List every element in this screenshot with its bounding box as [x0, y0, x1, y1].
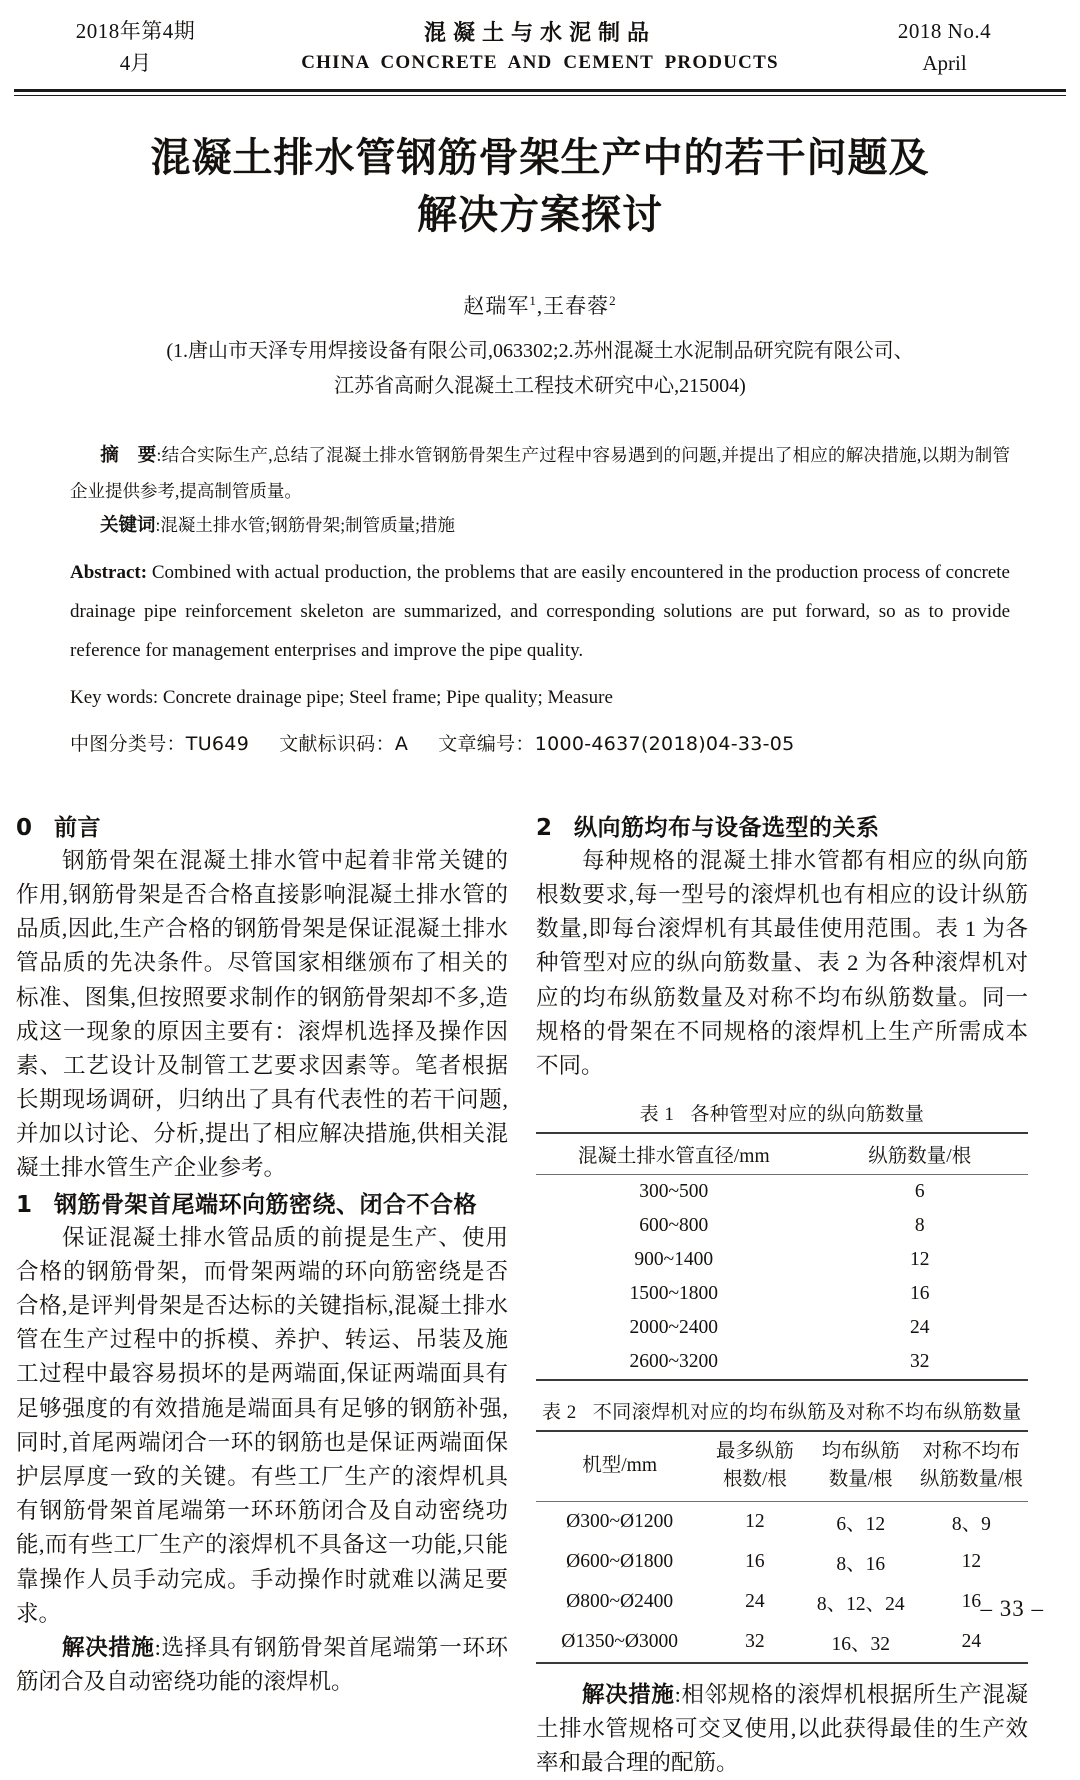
- table-1-cell-count: 6: [914, 1181, 925, 1203]
- abstract-cn: [70, 438, 1010, 508]
- running-head: [0, 0, 1080, 79]
- running-head-right: [827, 16, 1062, 79]
- section-1-number: 1: [16, 1191, 33, 1218]
- section-1-solution: [16, 1631, 508, 1699]
- table-row: [536, 1501, 1028, 1542]
- table-1-cell-count: 12: [910, 1249, 930, 1271]
- journal-title-en: CHINA CONCRETE AND CEMENT PRODUCTS: [301, 52, 779, 73]
- keywords-en-label: Key words:: [70, 686, 159, 708]
- table-1-cell-diameter: 2000~2400: [629, 1317, 719, 1339]
- keywords-cn-text: :混凝土排水管;钢筋骨架;制管质量;措施: [155, 514, 455, 535]
- abstract-block: [70, 438, 1010, 763]
- section-heading-0: [16, 809, 508, 842]
- table-1-caption: [536, 1099, 1028, 1126]
- table-2-header-symmetric-line2: 纵筋数量/根: [919, 1469, 1023, 1491]
- section-0-number: 0: [16, 814, 33, 841]
- author-list: [0, 290, 1080, 320]
- keywords-cn-label: 关键词: [100, 515, 156, 536]
- article-title: [95, 130, 985, 244]
- section-2-solution-text: :相邻规格的滚焊机根据所生产混凝土排水管规格可交叉使用,以此获得最佳的生产效率和最合理的配筋。: [536, 1681, 1028, 1775]
- left-column: [16, 809, 508, 1780]
- table-2-cell-uniform: 6、12: [836, 1513, 886, 1535]
- abstract-en-label: Abstract:: [70, 561, 148, 583]
- table-2-caption-text: 不同滚焊机对应的均布纵筋及对称不均布纵筋数量: [592, 1402, 1022, 1424]
- clc-number: 中图分类号：TU649: [70, 732, 250, 755]
- author-1-affil-marker: 1: [529, 292, 537, 308]
- table-2-header-uniform-line1: 均布纵筋: [821, 1441, 900, 1463]
- table-1-cell-diameter: 1500~1800: [629, 1283, 719, 1305]
- header-rule-thin: [14, 95, 1066, 96]
- table-2-cell-max: 16: [745, 1550, 765, 1572]
- running-head-left: [18, 16, 253, 79]
- table-2-cell-uniform: 16、32: [831, 1633, 890, 1655]
- table-2-header-model: [536, 1431, 703, 1501]
- header-rule: [14, 89, 1066, 96]
- table-1-body: [536, 1175, 1028, 1381]
- article-title-line2: 解决方案探讨: [417, 191, 663, 238]
- abstract-en: [70, 554, 1010, 671]
- table-row: [536, 1582, 1028, 1622]
- section-1-solution-text: :选择具有钢筋骨架首尾端第一环环筋闭合及自动密绕功能的滚焊机。: [16, 1634, 508, 1695]
- table-1-cell-count: 24: [910, 1317, 930, 1339]
- issue-date-en: 2018 No.4: [897, 19, 992, 43]
- page-number: – 33 –: [980, 1596, 1044, 1621]
- table-1-caption-number: 表 1: [639, 1104, 675, 1126]
- issue-month-en: April: [922, 50, 967, 75]
- table-1-cell-diameter: 900~1400: [634, 1249, 714, 1271]
- affiliation-line-1: (1.唐山市天泽专用焊接设备有限公司,063302;2.苏州混凝土水泥制品研究院有限公司、: [166, 339, 914, 362]
- classification-line: [70, 726, 1010, 763]
- affiliation-line-2: 江苏省高耐久混凝土工程技术研究中心,215004): [334, 374, 746, 397]
- article-id: 文章编号：1000-4637(2018)04-33-05: [438, 732, 795, 755]
- table-2-cell-model: Ø600~Ø1800: [566, 1550, 674, 1572]
- table-2-caption: [536, 1397, 1028, 1424]
- table-2-cell-symmetric: 8、9: [951, 1513, 991, 1535]
- section-1-paragraph: 保证混凝土排水管品质的前提是生产、使用合格的钢筋骨架，而骨架两端的环向筋密绕是否合格,是评判骨架是否达标的关键指标,混凝土排水管在生产过程中的拆模、养护、转运、吊装及施工过程中最容易损坏的是两端面,保证两端面具有足够强度的有效措施是端面具有足够的钢筋补强,同时,首尾两端闭合一环的钢筋也是保证两端面保护层厚度一致的关键。有些工厂生产的滚焊机具有钢筋骨架首尾端第一环环筋闭合及自动密绕功能,而有些工厂生产的滚焊机不具备这一功能,只能靠操作人员手动完成。手动操作时就难以满足要求。: [16, 1224, 508, 1626]
- section-2-title: 纵向筋均布与设备选型的关系: [574, 814, 880, 841]
- header-rule-thick: [14, 89, 1066, 92]
- table-2-header-max-bars-line2: 根数/根: [722, 1469, 787, 1491]
- body-columns: [16, 809, 1064, 1780]
- table-2-cell-symmetric: 12: [961, 1550, 982, 1572]
- section-heading-1: [16, 1186, 508, 1219]
- table-row: [536, 1277, 1028, 1311]
- table-2-header-uniform-line2: 数量/根: [828, 1469, 893, 1491]
- table-1-header-row: [536, 1133, 1028, 1175]
- table-row: [536, 1345, 1028, 1380]
- table-1-caption-text: 各种管型对应的纵向筋数量: [690, 1104, 925, 1126]
- table-2-cell-model: Ø1350~Ø3000: [561, 1630, 678, 1652]
- table-row: [536, 1622, 1028, 1663]
- table-2-cell-symmetric: 16: [961, 1590, 982, 1612]
- table-2-header-max-bars: [703, 1431, 806, 1501]
- section-2-solution: [536, 1678, 1028, 1780]
- keywords-en-text: Concrete drainage pipe; Steel frame; Pipe quality; Measure: [158, 686, 613, 708]
- table-2-cell-max: 32: [745, 1630, 765, 1652]
- table-row: [536, 1542, 1028, 1582]
- table-2-cell-max: 24: [745, 1590, 765, 1612]
- table-1-cell-count: 16: [910, 1283, 930, 1305]
- table-row: [536, 1209, 1028, 1243]
- author-2-affil-marker: 2: [609, 292, 617, 308]
- table-2-header-row: [536, 1431, 1028, 1501]
- table-row: [536, 1175, 1028, 1210]
- table-1-cell-diameter: 600~800: [639, 1215, 709, 1237]
- table-2-cell-model: Ø300~Ø1200: [566, 1510, 674, 1532]
- document-code: 文献标识码：A: [279, 732, 409, 755]
- section-0-title: 前言: [54, 814, 101, 841]
- table-1-cell-count: 32: [910, 1351, 930, 1373]
- table-2-header-model-line1: 机型/mm: [582, 1455, 658, 1477]
- section-0-paragraph: 钢筋骨架在混凝土排水管中起着非常关键的作用,钢筋骨架是否合格直接影响混凝土排水管的品质,因此,生产合格的钢筋骨架是保证混凝土排水管品质的先决条件。尽管国家相继颁布了相关的标准、图集,但按照要求制作的钢筋骨架却不多,造成这一现象的原因主要有：滚焊机选择及操作因素、工艺设计及制管工艺要求因素等。笔者根据长期现场调研，归纳出了具有代表性的若干问题,并加以讨论、分析,提出了相应解决措施,供相关混凝土排水管生产企业参考。: [16, 847, 508, 1181]
- section-1-solution-label: 解决措施: [62, 1634, 155, 1661]
- table-2-cell-max: 12: [745, 1510, 765, 1532]
- table-2-caption-number: 表 2: [542, 1402, 577, 1424]
- keywords-cn: [70, 508, 1010, 544]
- author-1: 赵瑞军: [463, 293, 530, 318]
- abstract-cn-text: :结合实际生产,总结了混凝土排水管钢筋骨架生产过程中容易遇到的问题,并提出了相应的解决措施,以期为制管企业提供参考,提高制管质量。: [70, 444, 1010, 501]
- abstract-en-text: Combined with actual production, the problems that are easily encountered in the production process of concrete drainage pipe reinforcement skeleton are summarized, and corresponding solutions are put forward, so as to provide reference for management enterprises and improve the pipe quality.: [70, 561, 1010, 661]
- issue-date-cn: 2018年第4期: [75, 19, 196, 43]
- right-column: [536, 809, 1028, 1780]
- table-2-header-uniform: [807, 1431, 915, 1501]
- section-2-number: 2: [536, 814, 553, 841]
- section-2-solution-label: 解决措施: [582, 1681, 675, 1708]
- table-2-cell-symmetric: 24: [961, 1630, 982, 1652]
- table-1: [536, 1132, 1028, 1381]
- issue-month-cn: 4月: [119, 50, 152, 75]
- table-1-header-count: 纵筋数量/根: [812, 1133, 1028, 1175]
- section-1-title: 钢筋骨架首尾端环向筋密绕、闭合不合格: [54, 1191, 477, 1218]
- table-2-cell-model: Ø800~Ø2400: [566, 1590, 674, 1612]
- abstract-cn-label: 摘 要: [100, 445, 157, 466]
- table-2: [536, 1430, 1028, 1664]
- table-1-header-diameter: 混凝土排水管直径/mm: [536, 1133, 812, 1175]
- journal-title-cn: 混凝土与水泥制品: [423, 20, 656, 45]
- table-2-cell-uniform: 8、16: [836, 1553, 886, 1575]
- table-2-header-max-bars-line1: 最多纵筋: [715, 1441, 794, 1463]
- article-title-line1: 混凝土排水管钢筋骨架生产中的若干问题及: [150, 135, 930, 181]
- table-row: [536, 1243, 1028, 1277]
- table-row: [536, 1311, 1028, 1345]
- keywords-en: [70, 679, 1010, 716]
- running-head-center: [253, 16, 827, 78]
- table-1-cell-diameter: 300~500: [639, 1181, 709, 1203]
- section-heading-2: [536, 809, 1028, 842]
- table-2-cell-uniform: 8、12、24: [816, 1593, 905, 1615]
- table-2-body: [536, 1501, 1028, 1663]
- section-2-paragraph: 每种规格的混凝土排水管都有相应的纵向筋根数要求,每一型号的滚焊机也有相应的设计纵筋数量,即每台滚焊机有其最佳使用范围。表 1 为各种管型对应的纵向筋数量、表 2 为各种滚焊机对应的均布纵筋数量及对称不均布纵筋数量。同一规格的骨架在不同规格的滚焊机上生产所需成本不同。: [536, 847, 1028, 1078]
- affiliations: [0, 334, 1080, 404]
- table-1-cell-count: 8: [914, 1215, 925, 1237]
- table-1-cell-diameter: 2600~3200: [629, 1351, 719, 1373]
- table-2-header-symmetric-line1: 对称不均布: [922, 1441, 1021, 1463]
- author-2: ,王春蓉: [536, 293, 610, 318]
- table-2-header-symmetric: [915, 1431, 1028, 1501]
